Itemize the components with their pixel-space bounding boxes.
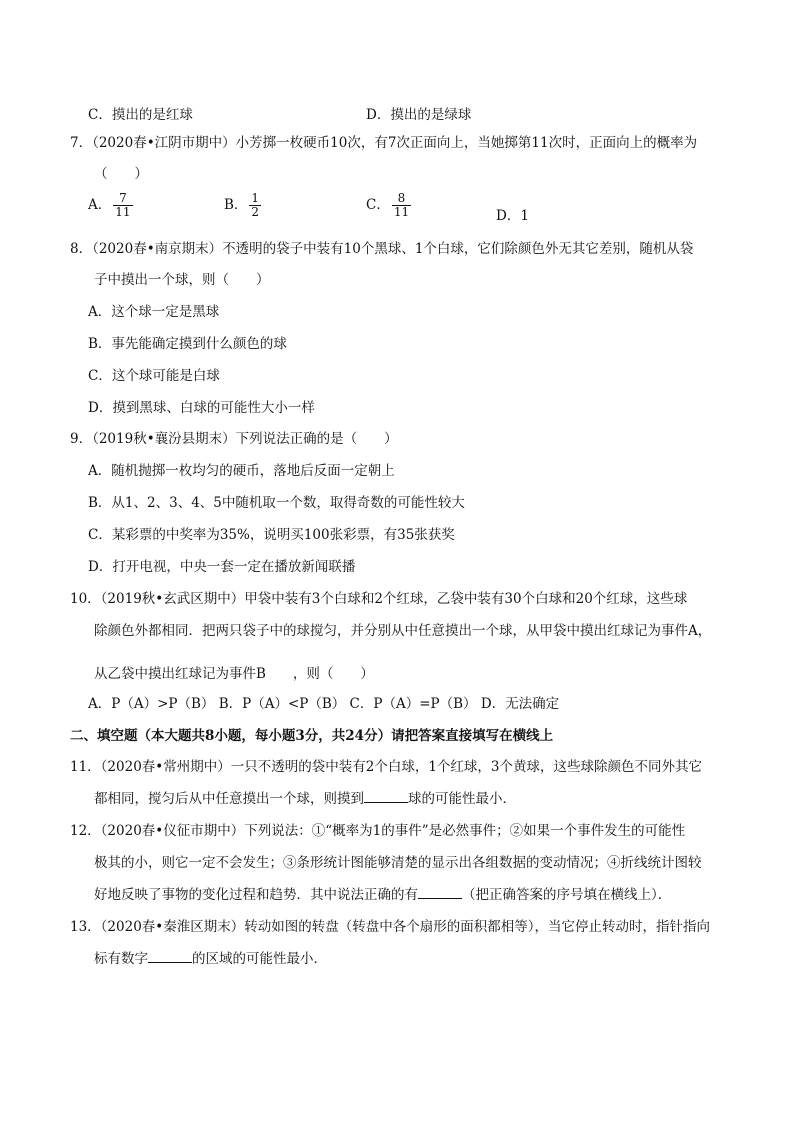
q7-option-a-fraction: [113, 192, 132, 219]
q8-option-d: D．摸到黑球、白球的可能性大小一样: [88, 400, 315, 416]
q7-option-d: D．1: [496, 208, 529, 224]
q9-option-c: C．某彩票的中奖率为35%，说明买100张彩票，有35张获奖: [88, 527, 455, 543]
q8-option-b: B．事先能确定摸到什么颜色的球: [88, 336, 287, 352]
q12-stem-line3-before: 好地反映了事物的变化过程和趋势．其中说法正确的有: [94, 887, 418, 903]
q9-option-d: D．打开电视，中央一套一定在播放新闻联播: [88, 559, 356, 575]
q10-options: A．P（A）>P（B） B．P（A）<P（B） C．P（A）=P（B） D．无法确定: [88, 696, 560, 712]
q13-answer-blank[interactable]: [148, 950, 192, 963]
q7-option-a-denominator: 11: [115, 205, 131, 219]
q9-option-b: B．从1、2、3、4、5中随机取一个数，取得奇数的可能性较大: [88, 495, 465, 511]
q13-stem-line2-after: 的区域的可能性最小．: [192, 951, 327, 967]
q11-stem-line2-after: 球的可能性最小．: [408, 791, 516, 807]
section-2-heading: 二、填空题（本大题共8小题，每小题3分，共24分）请把答案直接填写在横线上: [70, 728, 554, 744]
q13-stem-line1: 13．（2020春•秦淮区期末）转动如图的转盘（转盘中各个扇形的面积都相等），当它停止转动时，指针指向: [70, 919, 710, 935]
q13-stem-line2: [94, 950, 327, 968]
q7-stem: 7．（2020春•江阴市期中）小芳掷一枚硬币10次，有7次正面向上，当她掷第11次时，正面向上的概率为: [70, 135, 698, 151]
q7-option-a: [88, 192, 133, 219]
q9-option-a: A．随机抛掷一枚均匀的硬币，落地后反面一定朝上: [88, 463, 395, 479]
q12-stem-line2: 极其的小，则它一定不会发生；③条形统计图能够清楚的显示出各组数据的变动情况；④折线统计图较: [94, 855, 702, 871]
q13-stem-line2-before: 标有数字: [94, 951, 148, 967]
q12-stem-line1: 12．（2020春•仪征市期中）下列说法：①“概率为1的事件”是必然事件；②如果一个事件发生的可能性: [70, 823, 686, 839]
q12-answer-blank[interactable]: [418, 886, 462, 899]
q12-stem-line3: [94, 886, 671, 904]
q8-stem-line1: 8．（2020春•南京期末）不透明的袋子中装有10个黑球、1个白球，它们除颜色外无其它差别，随机从袋: [70, 241, 694, 257]
q8-stem-line2: 子中摸出一个球，则（ ）: [94, 272, 270, 288]
q11-answer-blank[interactable]: [364, 790, 408, 803]
q8-option-a: A．这个球一定是黑球: [88, 304, 220, 320]
q7-option-b-label: B．: [224, 197, 248, 213]
q10-stem-line2: 除颜色外都相同．把两只袋子中的球搅匀，并分别从中任意摸出一个球，从甲袋中摸出红球记为事件A，: [94, 623, 712, 639]
q7-option-b-fraction: [249, 192, 261, 219]
q7-option-c-numerator: 8: [392, 192, 411, 206]
q8-option-c: C．这个球可能是白球: [88, 368, 220, 384]
q7-option-b-denominator: 2: [251, 205, 260, 219]
q12-stem-line3-after: （把正确答案的序号填在横线上）．: [462, 887, 672, 903]
q7-option-c-label: C．: [366, 197, 390, 213]
q9-stem: 9．（2019秋•襄汾县期末）下列说法正确的是（ ）: [70, 431, 398, 447]
q7-option-a-label: A．: [88, 197, 112, 213]
q11-stem-line2: [94, 790, 516, 808]
q6-option-d: D．摸出的是绿球: [366, 107, 472, 123]
q7-option-c-fraction: [392, 192, 411, 219]
q10-stem-line1: 10．（2019秋•玄武区期中）甲袋中装有3个白球和2个红球，乙袋中装有30个白球和20个红球，这些球: [70, 591, 688, 607]
q7-option-b: [224, 192, 261, 219]
q7-option-b-numerator: 1: [251, 191, 260, 205]
q7-paren: （ ）: [94, 166, 148, 182]
q7-option-a-numerator: 7: [113, 192, 132, 206]
q10-stem-line3: 从乙袋中摸出红球记为事件B ，则（ ）: [94, 666, 374, 682]
q11-stem-line2-before: 都相同，搅匀后从中任意摸出一个球，则摸到: [94, 791, 364, 807]
q7-option-c: [366, 192, 411, 219]
q7-option-c-denominator: 11: [393, 205, 410, 219]
q11-stem-line1: 11．（2020春•常州期中）一只不透明的袋中装有2个白球，1个红球，3个黄球，这些球除颜色不同外其它: [70, 759, 703, 775]
q6-option-c: C．摸出的是红球: [88, 107, 193, 123]
